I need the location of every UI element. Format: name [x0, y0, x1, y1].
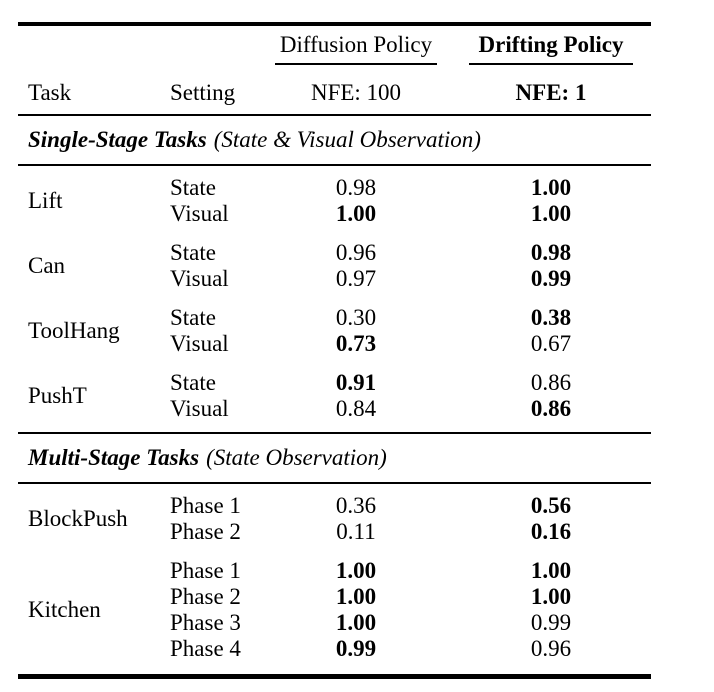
drifting-policy-value: 0.56	[530, 493, 572, 518]
setting-label: Phase 3	[170, 610, 241, 635]
diffusion-policy-header	[261, 24, 451, 72]
empty-cell	[170, 24, 261, 72]
diffusion-policy-value: 0.30	[335, 305, 377, 330]
diffusion-policy-value: 1.00	[335, 610, 377, 635]
nfe-100-header: NFE: 100	[310, 80, 402, 105]
spacer-row	[18, 484, 651, 493]
setting-label: Phase 4	[170, 636, 241, 661]
drifting-policy-label: Drifting Policy	[478, 32, 624, 57]
spacer-cell	[18, 357, 651, 370]
section-header-row	[18, 434, 651, 482]
table-row	[18, 305, 651, 331]
setting-label: Visual	[170, 201, 229, 226]
spacer-row	[18, 422, 651, 432]
diffusion-policy-value: 0.91	[335, 370, 377, 395]
setting-label: State	[170, 175, 216, 200]
table-row	[18, 558, 651, 584]
diffusion-policy-value: 0.84	[335, 396, 377, 421]
section-title: Single-Stage Tasks	[28, 127, 207, 152]
policy-header-row	[18, 24, 651, 72]
drifting-policy-value: 0.96	[530, 636, 572, 661]
section-header-cell	[18, 116, 651, 164]
spacer-row	[18, 227, 651, 240]
section-title: Multi-Stage Tasks	[28, 445, 200, 470]
task-column-header: Task	[28, 80, 72, 105]
diffusion-policy-value: 0.73	[335, 331, 377, 356]
empty-cell	[18, 24, 170, 72]
setting-label: State	[170, 305, 216, 330]
task-label: Lift	[28, 188, 63, 213]
column-header-row	[18, 72, 651, 114]
task-label: Kitchen	[28, 597, 101, 622]
spacer-cell	[18, 292, 651, 305]
diffusion-policy-value: 0.96	[335, 240, 377, 265]
spacer-cell	[18, 166, 651, 175]
cmidrule-diffusion	[275, 63, 437, 65]
drifting-policy-value: 0.99	[530, 266, 572, 291]
table-row	[18, 370, 651, 396]
diffusion-policy-value: 0.97	[335, 266, 377, 291]
spacer-row	[18, 166, 651, 175]
drifting-policy-value: 0.99	[530, 610, 572, 635]
spacer-row	[18, 292, 651, 305]
drifting-policy-value: 0.67	[530, 331, 572, 356]
setting-label: Phase 2	[170, 519, 241, 544]
spacer-row	[18, 662, 651, 674]
drifting-policy-value: 1.00	[530, 558, 572, 583]
spacer-cell	[18, 422, 651, 432]
diffusion-policy-value: 0.36	[335, 493, 377, 518]
table-body	[18, 114, 651, 679]
drifting-policy-value: 1.00	[530, 175, 572, 200]
section-header-cell	[18, 434, 651, 482]
spacer-row	[18, 545, 651, 558]
diffusion-policy-value: 1.00	[335, 584, 377, 609]
drifting-policy-value: 0.38	[530, 305, 572, 330]
diffusion-policy-value: 1.00	[335, 558, 377, 583]
spacer-cell	[18, 545, 651, 558]
setting-label: Phase 1	[170, 493, 241, 518]
task-label: BlockPush	[28, 506, 128, 531]
drifting-policy-value: 1.00	[530, 201, 572, 226]
diffusion-policy-label: Diffusion Policy	[279, 32, 433, 57]
diffusion-policy-value: 0.11	[336, 519, 376, 544]
thick-rule	[18, 674, 651, 679]
task-label: PushT	[28, 383, 87, 408]
diffusion-policy-value: 0.98	[335, 175, 377, 200]
setting-label: Visual	[170, 266, 229, 291]
section-subtitle: (State Observation)	[206, 445, 387, 470]
setting-label: State	[170, 370, 216, 395]
table-row	[18, 493, 651, 519]
rule-cell	[18, 674, 651, 679]
spacer-cell	[18, 227, 651, 240]
setting-label: Visual	[170, 396, 229, 421]
cmidrule-drifting	[469, 63, 633, 65]
setting-label: State	[170, 240, 216, 265]
drifting-policy-value: 1.00	[530, 584, 572, 609]
section-subtitle: (State & Visual Observation)	[213, 127, 481, 152]
task-label: ToolHang	[28, 318, 120, 343]
spacer-cell	[18, 662, 651, 674]
task-label: Can	[28, 253, 66, 278]
drifting-policy-value: 0.86	[530, 396, 572, 421]
setting-label: Phase 2	[170, 584, 241, 609]
table-row	[18, 240, 651, 266]
table-row	[18, 175, 651, 201]
drifting-policy-value: 0.98	[530, 240, 572, 265]
results-table	[18, 22, 651, 679]
diffusion-policy-value: 0.99	[335, 636, 377, 661]
spacer-cell	[18, 484, 651, 493]
diffusion-policy-value: 1.00	[335, 201, 377, 226]
setting-column-header: Setting	[170, 80, 236, 105]
setting-label: Phase 1	[170, 558, 241, 583]
spacer-row	[18, 357, 651, 370]
nfe-1-header: NFE: 1	[515, 80, 587, 105]
drifting-policy-value: 0.16	[530, 519, 572, 544]
section-header-row	[18, 116, 651, 164]
setting-label: Visual	[170, 331, 229, 356]
drifting-policy-value: 0.86	[530, 370, 572, 395]
drifting-policy-header	[451, 24, 651, 72]
